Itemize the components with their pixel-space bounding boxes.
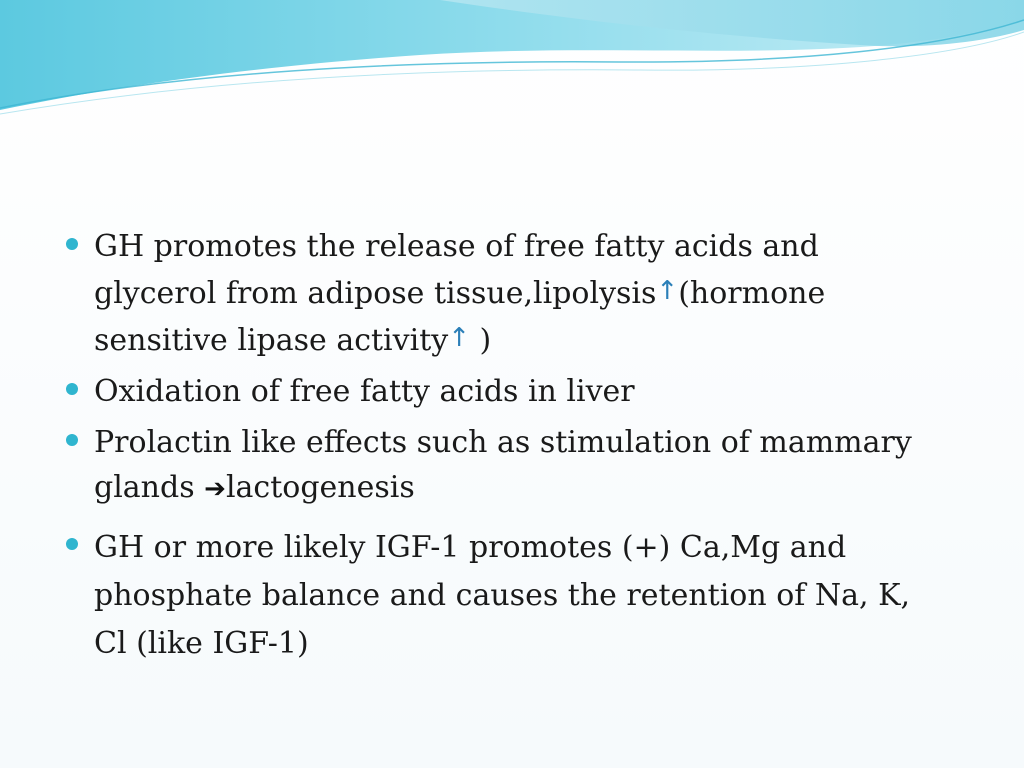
header-wave-decoration — [0, 0, 1024, 120]
bullet-dot-icon — [66, 434, 78, 446]
bullet-3-line-2: glands — [94, 470, 205, 505]
bullet-item-oxidation — [66, 369, 966, 414]
right-arrow-icon: ➔ — [204, 474, 226, 504]
bullet-4-line-3: Cl (like IGF-1) — [94, 626, 309, 661]
bullet-1-line-3: sensitive lipase activity — [94, 323, 449, 358]
bullet-dot-icon — [66, 238, 78, 250]
bullet-item-igf1 — [66, 524, 966, 668]
bullet-list — [66, 224, 966, 674]
bullet-2-text: Oxidation of free fatty acids in liver — [94, 374, 635, 409]
bullet-3-line-1: Prolactin like effects such as stimulation of mammary — [94, 425, 912, 460]
bullet-4-line-2: phosphate balance and causes the retention of Na, K, — [94, 578, 911, 613]
bullet-4-line-1: GH or more likely IGF-1 promotes (+) Ca,Mg and — [94, 530, 847, 565]
bullet-item-prolactin — [66, 420, 966, 512]
up-arrow-icon: ↑ — [448, 323, 470, 353]
bullet-item-gh-lipolysis — [66, 224, 966, 363]
bullet-3-line-2b: lactogenesis — [225, 470, 415, 505]
up-arrow-icon: ↑ — [656, 276, 679, 306]
bullet-1-line-1: GH promotes the release of free fatty acids and — [94, 229, 819, 264]
bullet-1-line-2: glycerol from adipose tissue,lipolysis — [94, 276, 657, 311]
bullet-dot-icon — [66, 383, 78, 395]
bullet-1-line-2b: (hormone — [678, 276, 826, 311]
bullet-dot-icon — [66, 538, 78, 550]
bullet-1-line-3b: ) — [470, 323, 492, 358]
